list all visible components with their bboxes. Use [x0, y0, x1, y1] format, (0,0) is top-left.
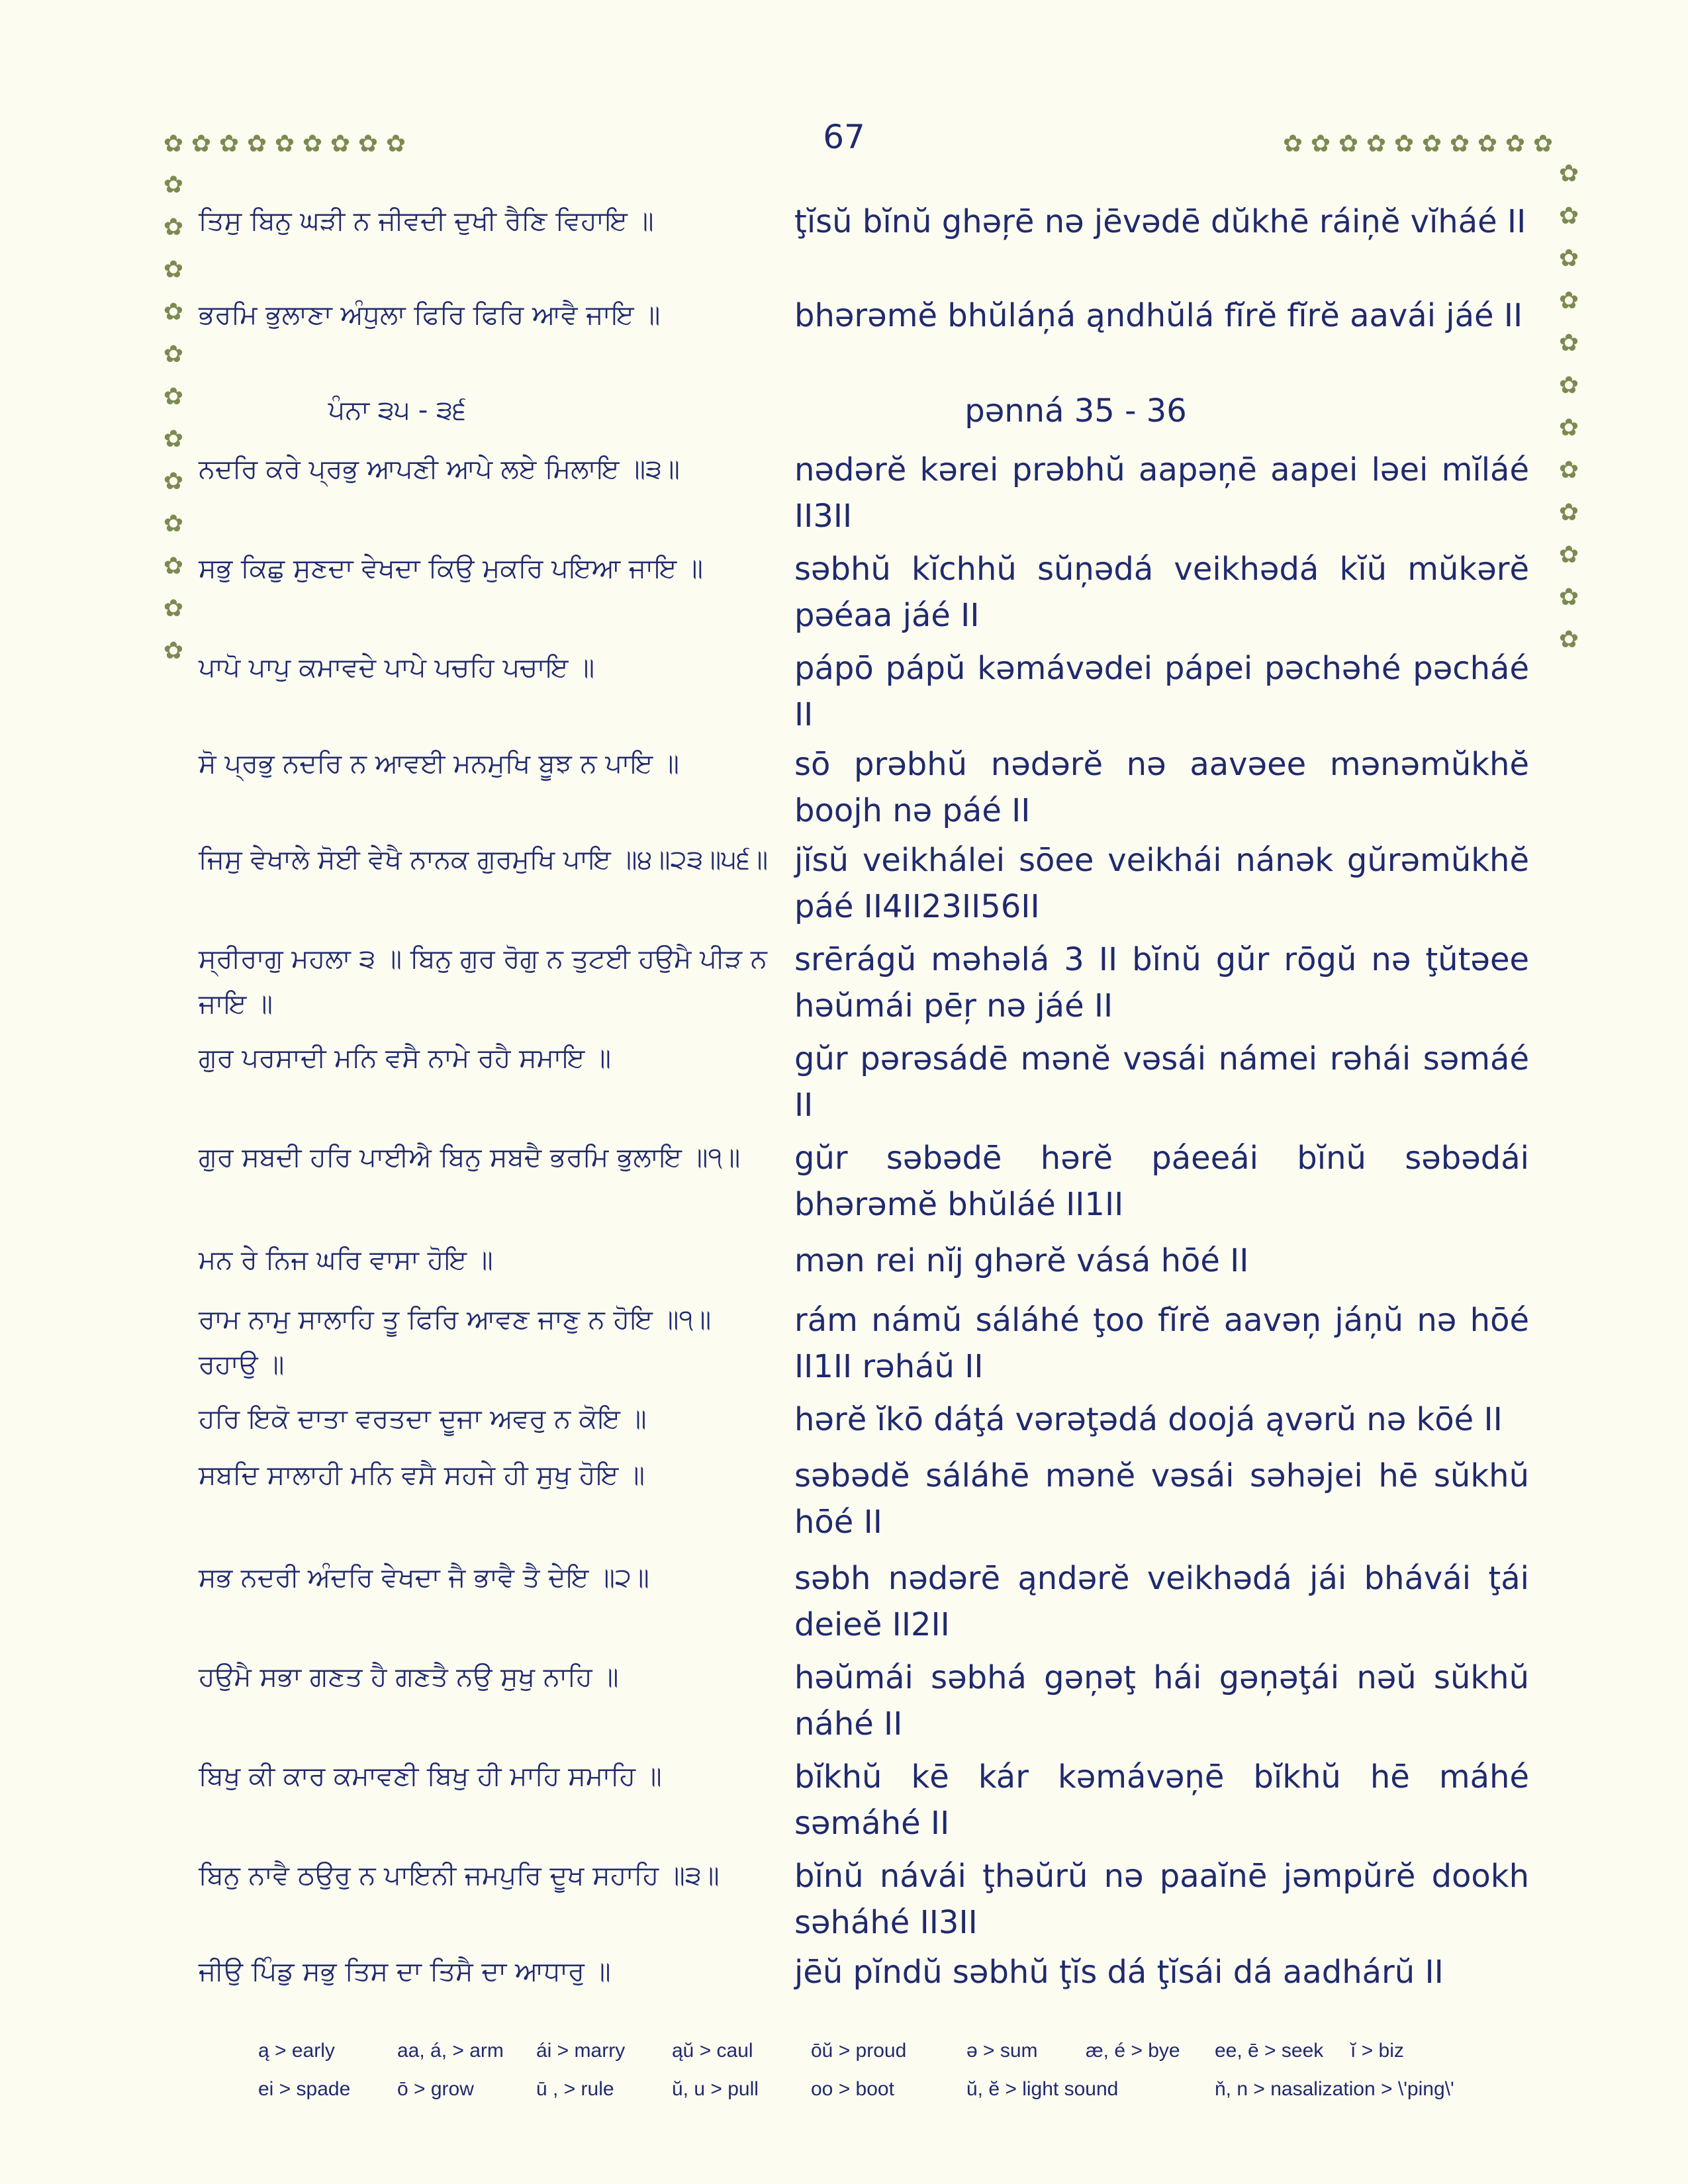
- legend-item: ō > grow: [397, 2078, 474, 2100]
- gurmukhi-text: ਰਾਮ ਨਾਮੁ ਸਾਲਾਹਿ ਤੂ ਫਿਰਿ ਆਵਣ ਜਾਣੁ ਨ ਹੋਇ ॥੧॥ ਰਹਾਉ ॥: [199, 1304, 712, 1380]
- verse-row: [199, 1396, 1529, 1443]
- flower-icon: ✿: [1477, 130, 1498, 158]
- flower-icon: ✿: [163, 426, 184, 453]
- flower-icon: ✿: [1393, 130, 1415, 158]
- transliteration-text: səbh nədərē ąndərĕ veikhədá jái bhávái ţái deieĕ II2II: [794, 1560, 1529, 1643]
- flower-icon: ✿: [1558, 626, 1579, 653]
- gurmukhi-text: ਤਿਸੁ ਬਿਨੁ ਘੜੀ ਨ ਜੀਵਦੀ ਦੁਖੀ ਰੈਣਿ ਵਿਹਾਇ ॥: [199, 206, 654, 236]
- transliteration-text: jĭsŭ veikhálei sōee veikhái nánək gŭrəmŭkhĕ páé II4II23II56II: [794, 842, 1529, 925]
- page-reference-row: [199, 388, 1529, 434]
- verse-row: [199, 1853, 1529, 1946]
- flower-icon: ✿: [1558, 541, 1579, 569]
- legend-item: ŭ, u > pull: [672, 2078, 759, 2100]
- flower-icon: ✿: [1310, 130, 1331, 158]
- flower-icon: ✿: [246, 130, 267, 158]
- verse-row: [199, 936, 1529, 1029]
- legend-line-1: [258, 2032, 1483, 2070]
- transliteration-text: həŭmái səbhá gəņəţ hái gəņəţái nəŭ sŭkhŭ náhé II: [794, 1659, 1529, 1743]
- gurmukhi-text: ਸਭ ਨਦਰੀ ਅੰਦਰਿ ਵੇਖਦਾ ਜੈ ਭਾਵੈ ਤੈ ਦੇਇ ॥੨॥: [199, 1563, 649, 1593]
- transliteration-text: bĭnŭ návái ţhəŭrŭ nə paaĭnē jəmpŭrĕ dookh səháhé II3II: [794, 1858, 1529, 1941]
- gurmukhi-text: ਹਉਮੈ ਸਭਾ ਗਣਤ ਹੈ ਗਣਤੈ ਨਉ ਸੁਖੁ ਨਾਹਿ ॥: [199, 1662, 619, 1692]
- gurmukhi-text: ਨਦਰਿ ਕਰੇ ਪ੍ਰਭੁ ਆਪਣੀ ਆਪੇ ਲਏ ਮਿਲਾਇ ॥੩॥: [199, 454, 680, 484]
- transliteration-text: rám námŭ sáláhé ţoo fĭrĕ aavəņ jáņŭ nə hōé II1II rəháŭ II: [794, 1302, 1529, 1385]
- verse-row: [199, 1453, 1529, 1545]
- flower-icon: ✿: [163, 468, 184, 495]
- verse-row: [199, 1655, 1529, 1747]
- verse-row: [199, 1135, 1529, 1228]
- legend-item: ei > spade: [258, 2078, 351, 2100]
- flower-icon: ✿: [1505, 130, 1526, 158]
- flower-icon: ✿: [163, 171, 184, 199]
- transliteration-text: nədərĕ kərei prəbhŭ aapəņē aapei ləei mĭláé II3II: [794, 451, 1529, 535]
- verse-row: [199, 293, 1529, 339]
- gurmukhi-text: ਮਨ ਰੇ ਨਿਜ ਘਰਿ ਵਾਸਾ ਹੋਇ ॥: [199, 1245, 493, 1275]
- legend-item: oo > boot: [811, 2078, 894, 2100]
- gurmukhi-text: ਸੋ ਪ੍ਰਭੁ ਨਦਰਿ ਨ ਆਵਈ ਮਨਮੁਖਿ ਬੂਝ ਨ ਪਾਇ ॥: [199, 749, 679, 779]
- legend-item: ū , > rule: [536, 2078, 614, 2100]
- verse-row: [199, 447, 1529, 539]
- flower-icon: ✿: [163, 130, 184, 158]
- flower-icon: ✿: [163, 214, 184, 241]
- verse-row: [199, 546, 1529, 639]
- transliteration-text: bhərəmĕ bhŭláņá ąndhŭlá fĭrĕ fĭrĕ aavái jáé II: [794, 297, 1523, 334]
- legend-line-2: [258, 2070, 1483, 2109]
- transliteration-text: mən rei nĭj ghərĕ vásá hōé II: [794, 1242, 1249, 1279]
- legend-item: ą > early: [258, 2040, 335, 2062]
- verse-row: [199, 1754, 1529, 1846]
- flower-icon: ✿: [218, 130, 240, 158]
- flower-icon: ✿: [1558, 499, 1579, 526]
- verse-row: [199, 1555, 1529, 1648]
- flower-icon: ✿: [1421, 130, 1442, 158]
- flower-icon: ✿: [1338, 130, 1359, 158]
- page-number: 67: [823, 118, 865, 156]
- verse-row: [199, 1036, 1529, 1128]
- flower-icon: ✿: [1558, 203, 1579, 230]
- flower-icon: ✿: [1558, 160, 1579, 187]
- verse-row: [199, 1238, 1529, 1284]
- flower-icon: ✿: [1558, 584, 1579, 611]
- flower-icon: ✿: [163, 553, 184, 580]
- transliteration-text: jēŭ pĭndŭ səbhŭ ţĭs dá ţĭsái dá aadhárŭ II: [794, 1954, 1444, 1991]
- gurmukhi-text: ਗੁਰ ਪਰਸਾਦੀ ਮਨਿ ਵਸੈ ਨਾਮੇ ਰਹੈ ਸਮਾਇ ॥: [199, 1043, 611, 1073]
- flower-icon: ✿: [163, 298, 184, 326]
- transliteration-text: hərĕ ĭkō dáţá vərəţədá doojá ąvərŭ nə kōé II: [794, 1401, 1503, 1438]
- transliteration-text: pápō pápŭ kəmávədei pápei pəchəhé pəcháé II: [794, 650, 1529, 733]
- legend-item: ŭ, ĕ > light sound: [966, 2078, 1119, 2100]
- flower-icon: ✿: [191, 130, 212, 158]
- flower-icon: ✿: [385, 130, 406, 158]
- legend-item: ąŭ > caul: [672, 2040, 753, 2062]
- flower-icon: ✿: [274, 130, 295, 158]
- flower-icon: ✿: [1558, 245, 1579, 272]
- transliteration-text: səbədĕ sáláhē mənĕ vəsái səhəjei hē sŭkhŭ hōé II: [794, 1457, 1529, 1541]
- gurmukhi-text: ਸਬਦਿ ਸਾਲਾਹੀ ਮਨਿ ਵਸੈ ਸਹਜੇ ਹੀ ਸੁਖੁ ਹੋਇ ॥: [199, 1460, 645, 1490]
- legend-item: ň, n > nasalization > \'ping\': [1215, 2078, 1454, 2100]
- verse-row: [199, 1297, 1529, 1390]
- gurmukhi-text: ਬਿਖੁ ਕੀ ਕਾਰ ਕਮਾਵਣੀ ਬਿਖੁ ਹੀ ਮਾਹਿ ਸਮਾਹਿ ॥: [199, 1761, 662, 1792]
- flower-icon: ✿: [1558, 372, 1579, 399]
- legend-item: ái > marry: [536, 2040, 626, 2062]
- transliteration-text: gŭr pərəsádē mənĕ vəsái námei rəhái səmáé II: [794, 1040, 1529, 1124]
- flower-icon: ✿: [163, 510, 184, 537]
- flower-icon: ✿: [330, 130, 351, 158]
- flower-icon: ✿: [1282, 130, 1303, 158]
- gurmukhi-text: ਭਰਮਿ ਭੁਲਾਣਾ ਅੰਧੁਲਾ ਫਿਰਿ ਫਿਰਿ ਆਵੈ ਜਾਇ ॥: [199, 300, 661, 330]
- verse-row: [199, 199, 1529, 245]
- transliteration-page-reference: pənná 35 - 36: [964, 392, 1187, 430]
- transliteration-text: bĭkhŭ kē kár kəmávəņē bĭkhŭ hē máhé səmáhé II: [794, 1758, 1529, 1842]
- legend-item: ə > sum: [966, 2040, 1038, 2062]
- flower-icon: ✿: [357, 130, 379, 158]
- flower-icon: ✿: [163, 256, 184, 283]
- flower-icon: ✿: [1532, 130, 1554, 158]
- gurmukhi-text: ਜਿਸੁ ਵੇਖਾਲੇ ਸੋਈ ਵੇਖੈ ਨਾਨਕ ਗੁਰਮੁਖਿ ਪਾਇ ॥੪॥੨੩॥੫੬॥: [199, 844, 769, 875]
- gurmukhi-text: ਸ੍ਰੀਰਾਗੁ ਮਹਲਾ ੩ ॥ ਬਿਨੁ ਗੁਰ ਰੋਗੁ ਨ ਤੁਟਈ ਹਉਮੈ ਪੀੜ ਨ ਜਾਇ ॥: [199, 944, 767, 1019]
- verse-row: [199, 1949, 1529, 1995]
- legend-item: ōŭ > proud: [811, 2040, 907, 2062]
- legend-item: aa, á, > arm: [397, 2040, 504, 2062]
- legend-item: æ, é > bye: [1086, 2040, 1180, 2062]
- gurmukhi-text: ਬਿਨੁ ਨਾਵੈ ਠਉਰੁ ਨ ਪਾਇਨੀ ਜਮਪੁਰਿ ਦੂਖ ਸਹਾਹਿ ॥੩॥: [199, 1860, 720, 1891]
- flower-icon: ✿: [1558, 287, 1579, 314]
- flower-icon: ✿: [163, 637, 184, 664]
- gurmukhi-text: ਹਰਿ ਇਕੋ ਦਾਤਾ ਵਰਤਦਾ ਦੂਜਾ ਅਵਰੁ ਨ ਕੋਇ ॥: [199, 1404, 647, 1434]
- flower-icon: ✿: [1449, 130, 1470, 158]
- gurmukhi-page-reference: ਪੰਨਾ ੩੫ - ੩੬: [328, 395, 467, 426]
- flower-icon: ✿: [1366, 130, 1387, 158]
- legend-item: ĭ > biz: [1350, 2040, 1404, 2062]
- flower-icon: ✿: [163, 595, 184, 622]
- transliteration-text: sō prəbhŭ nədərĕ nə aavəee mənəmŭkhĕ boojh nə páé II: [794, 746, 1529, 829]
- verse-row: [199, 837, 1529, 930]
- verse-row: [199, 645, 1529, 738]
- transliteration-text: gŭr səbədē hərĕ páeeái bĭnŭ səbədái bhərəmĕ bhŭláé II1II: [794, 1140, 1529, 1223]
- gurmukhi-text: ਗੁਰ ਸਬਦੀ ਹਰਿ ਪਾਈਐ ਬਿਨੁ ਸਬਦੈ ਭਰਮਿ ਭੁਲਾਇ ॥੧॥: [199, 1142, 741, 1173]
- legend-item: ee, ē > seek: [1215, 2040, 1324, 2062]
- transliteration-text: srērágŭ məhəlá 3 II bĭnŭ gŭr rōgŭ nə ţŭtəee həŭmái pēŗ nə jáé II: [794, 941, 1529, 1024]
- flower-icon: ✿: [1558, 330, 1579, 357]
- flower-icon: ✿: [1558, 457, 1579, 484]
- gurmukhi-text: ਸਭੁ ਕਿਛੁ ਸੁਣਦਾ ਵੇਖਦਾ ਕਿਉ ਮੁਕਰਿ ਪਇਆ ਜਾਇ ॥: [199, 553, 703, 584]
- flower-icon: ✿: [302, 130, 323, 158]
- flower-icon: ✿: [163, 341, 184, 368]
- flower-icon: ✿: [163, 383, 184, 410]
- flower-icon: ✿: [1558, 414, 1579, 441]
- pronunciation-legend: [258, 2032, 1483, 2109]
- gurmukhi-text: ਪਾਪੋ ਪਾਪੁ ਕਮਾਵਦੇ ਪਾਪੇ ਪਚਹਿ ਪਚਾਇ ॥: [199, 653, 595, 683]
- gurmukhi-text: ਜੀਉ ਪਿੰਡੁ ਸਭੁ ਤਿਸ ਦਾ ਤਿਸੈ ਦਾ ਆਧਾਰੁ ॥: [199, 1956, 611, 1987]
- verse-row: [199, 741, 1529, 834]
- transliteration-text: ţĭsŭ bĭnŭ ghəŗē nə jēvədē dŭkhē ráiņĕ vĭháé II: [794, 203, 1526, 240]
- transliteration-text: səbhŭ kĭchhŭ sŭņədá veikhədá kĭŭ mŭkərĕ pəéaa jáé II: [794, 551, 1529, 634]
